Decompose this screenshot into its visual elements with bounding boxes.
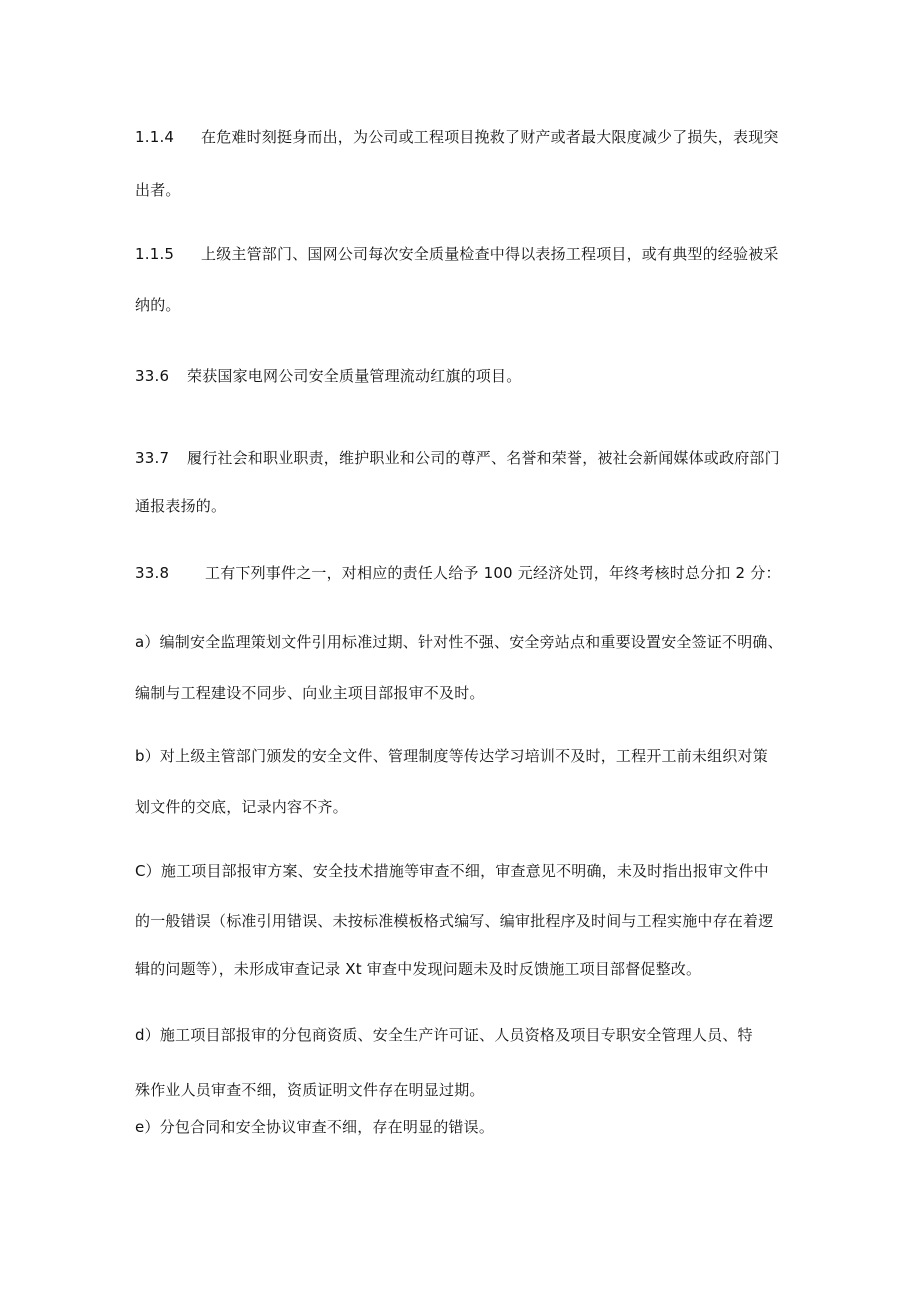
clause-text: 荣获国家电网公司安全质量管理流动红旗的项目。 [187,367,522,385]
clause-number: 1.1.4 [135,128,175,146]
clause-33-7 [135,448,780,468]
clause-number: 33.6 [135,367,170,385]
clause-number: 33.7 [135,449,170,467]
clause-1-1-4 [135,127,779,147]
clause-text: 工有下列事件之一，对相应的责任人给予 100 元经济处罚，年终考核时总分扣 2 分： [205,564,781,582]
sub-item-e-line-1: e）分包合同和安全协议审查不细，存在明显的错误。 [135,1118,495,1136]
clause-33-7-continuation: 通报表扬的。 [135,497,227,515]
sub-item-a-line-1: a）编制安全监理策划文件引用标准过期、针对性不强、安全旁站点和重要设置安全签证不明确、 [135,633,783,651]
clause-33-8 [135,563,781,583]
sub-item-b-line-2: 划文件的交底，记录内容不齐。 [135,798,348,816]
sub-item-c-line-3: 辑的问题等），未形成审查记录 Xt 审查中发现问题未及时反馈施工项目部督促整改。 [135,960,702,978]
clause-text: 上级主管部门、国网公司每次安全质量检查中得以表扬工程项目，或有典型的经验被采 [201,245,779,263]
sub-item-a-line-2: 编制与工程建设不同步、向业主项目部报审不及时。 [135,684,485,702]
clause-1-1-4-continuation: 出者。 [135,181,181,199]
sub-item-b-line-1: b）对上级主管部门颁发的安全文件、管理制度等传达学习培训不及时，工程开工前未组织对策 [135,747,768,765]
sub-item-d-line-2: 殊作业人员审查不细，资质证明文件存在明显过期。 [135,1081,485,1099]
sub-item-d-line-1: d）施工项目部报审的分包商资质、安全生产许可证、人员资格及项目专职安全管理人员、特 [135,1026,753,1044]
sub-item-c-line-1: C）施工项目部报审方案、安全技术措施等审查不细，审查意见不明确，未及时指出报审文件中 [135,862,769,880]
clause-1-1-5-continuation: 纳的。 [135,296,181,314]
sub-item-c-line-2: 的一般错误（标准引用错误、未按标准模板格式编写、编审批程序及时间与工程实施中存在着逻 [135,912,774,930]
clause-text: 在危难时刻挺身而出，为公司或工程项目挽救了财产或者最大限度减少了损失，表现突 [201,128,779,146]
clause-1-1-5 [135,244,779,264]
clause-number: 33.8 [135,564,170,582]
clause-number: 1.1.5 [135,245,175,263]
clause-text: 履行社会和职业职责，维护职业和公司的尊严、名誉和荣誉，被社会新闻媒体或政府部门 [187,449,780,467]
clause-33-6 [135,366,521,386]
